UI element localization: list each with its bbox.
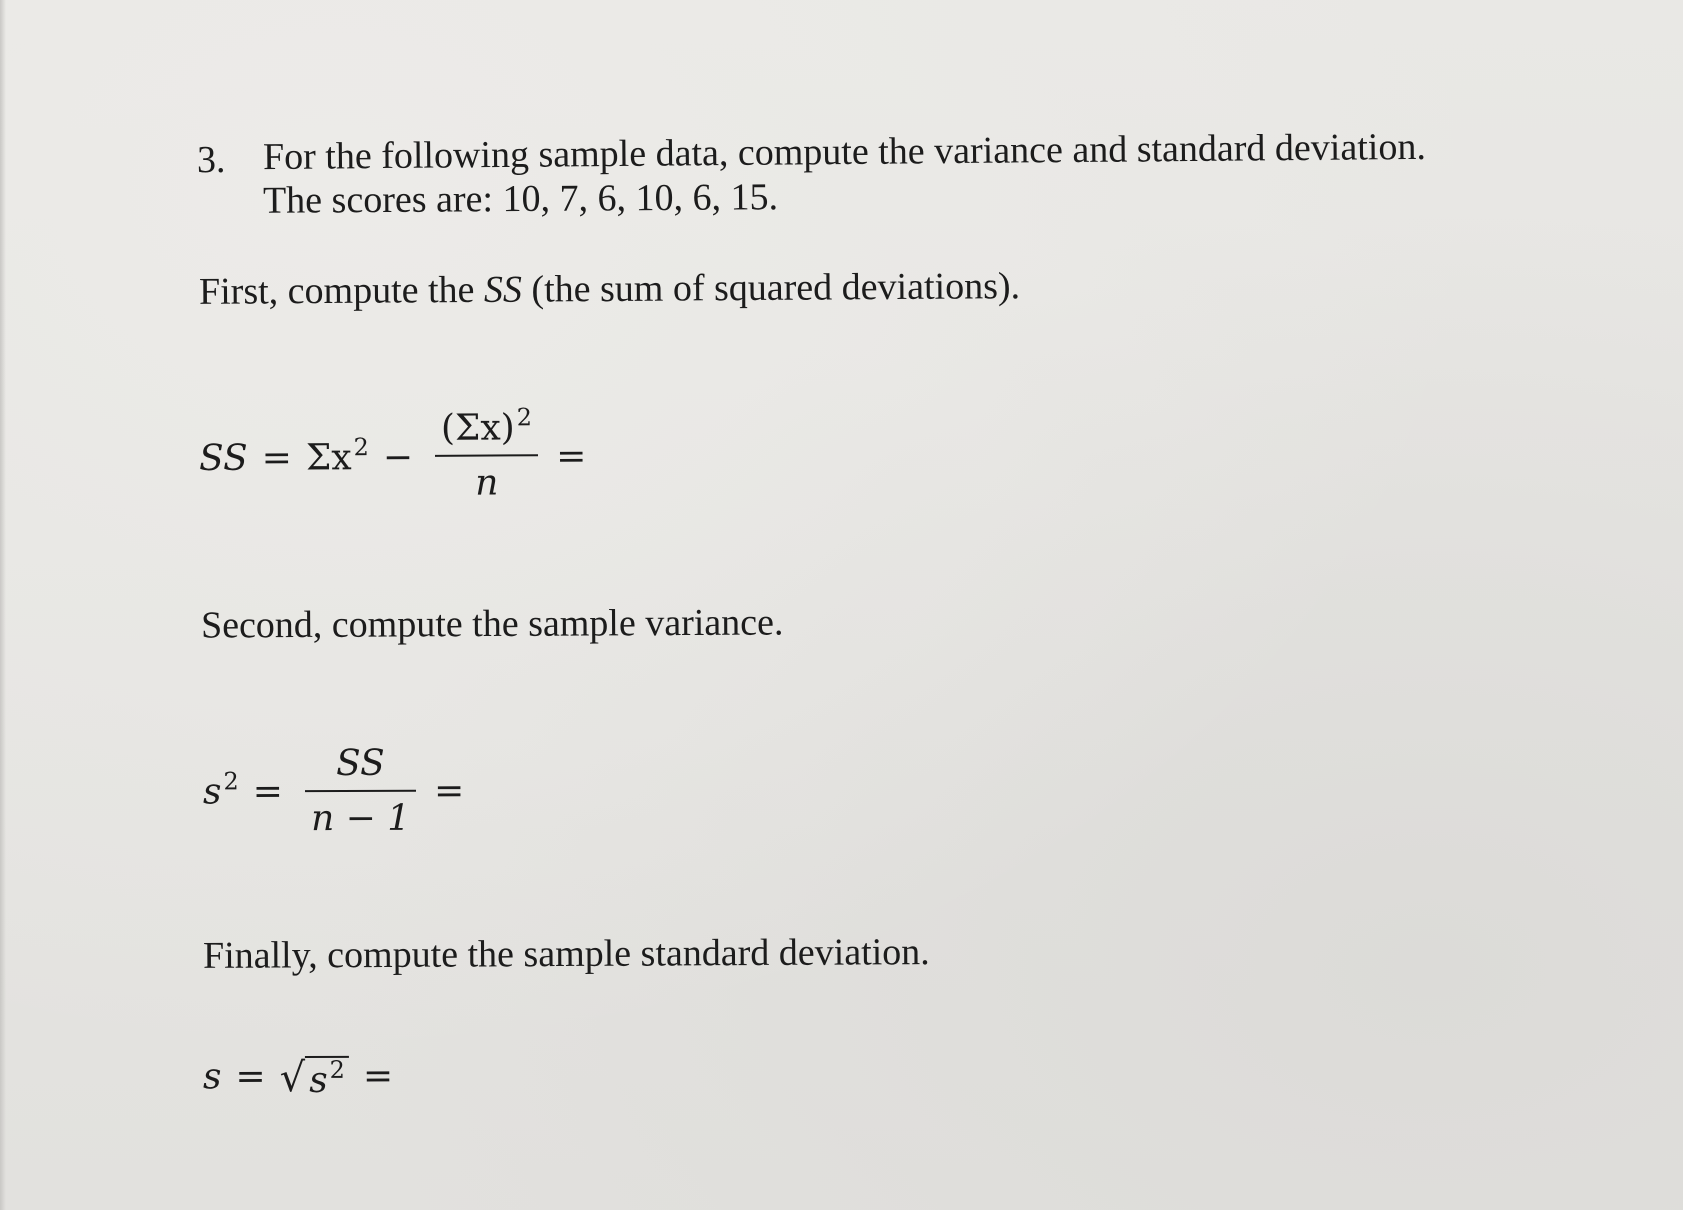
variance-formula-equals-end: = <box>434 770 465 812</box>
ss-formula-equals: = <box>261 437 292 479</box>
variance-formula-fraction <box>305 743 416 839</box>
ss-formula-sigma-x-wrap <box>305 432 369 478</box>
page-edge-shadow <box>0 0 6 1210</box>
sd-formula-radicand-exponent: 2 <box>329 1055 345 1084</box>
sd-formula-radicand <box>305 1056 349 1101</box>
ss-formula-numerator <box>435 403 538 455</box>
step-1-ss-italic: SS <box>483 268 523 311</box>
variance-formula <box>203 743 479 840</box>
ss-formula-numerator-exponent: 2 <box>516 403 533 432</box>
variance-formula-denominator: n − 1 <box>305 790 416 839</box>
ss-formula-numerator-base: (Σx) <box>440 407 515 449</box>
ss-formula-sigma-x-exponent: 2 <box>353 432 369 461</box>
ss-formula-fraction <box>435 403 539 504</box>
sd-formula-sqrt <box>280 1052 349 1101</box>
sd-formula-radicand-base: s <box>309 1059 328 1101</box>
question-number: 3. <box>197 139 226 181</box>
step-2-instruction: Second, compute the sample variance. <box>200 601 784 647</box>
ss-formula-sigma-x: Σx <box>305 436 352 478</box>
question-line-2: The scores are: 10, 7, 6, 10, 6, 15. <box>262 176 779 222</box>
sd-formula-equals-end: = <box>362 1055 394 1097</box>
step-1-text-after: (the sum of squared deviations). <box>521 265 1021 311</box>
ss-formula-lhs: SS <box>198 437 248 479</box>
question-line-1: For the following sample data, compute the variance and standard deviation. <box>262 125 1427 179</box>
sd-formula-equals: = <box>235 1056 266 1098</box>
step-1-text-before: First, compute the <box>198 268 485 313</box>
sqrt-symbol: √ <box>279 1054 306 1102</box>
ss-formula-minus: − <box>382 436 414 478</box>
variance-formula-lhs: s <box>202 770 222 812</box>
ss-formula-denominator: n <box>435 454 538 504</box>
variance-formula-lhs-wrap <box>202 766 239 812</box>
step-3-instruction: Finally, compute the sample standard deviation. <box>202 931 930 977</box>
ss-formula-equals-end: = <box>556 435 587 477</box>
sd-formula-lhs: s <box>202 1056 222 1098</box>
ss-formula <box>198 403 601 505</box>
variance-formula-lhs-exponent: 2 <box>223 766 239 795</box>
variance-formula-numerator: SS <box>335 742 385 785</box>
step-1-instruction <box>199 267 1020 311</box>
sd-formula <box>203 1052 407 1102</box>
variance-formula-equals: = <box>252 770 284 812</box>
